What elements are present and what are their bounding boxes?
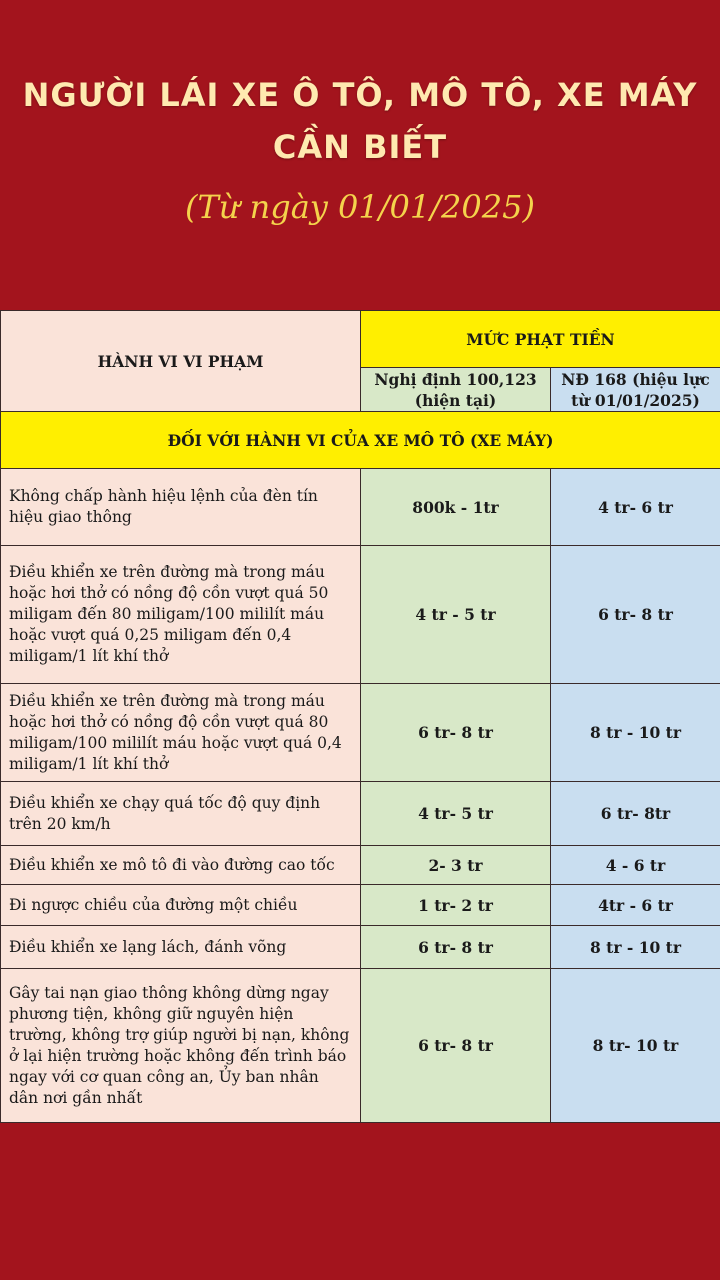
violation-cell: Điều khiển xe mô tô đi vào đường cao tốc <box>1 846 361 885</box>
new-fine-cell: 8 tr - 10 tr <box>551 684 720 782</box>
new-decree-header-line1: NĐ 168 (hiệu lực <box>561 369 710 389</box>
table-row <box>1 469 720 546</box>
table-row <box>1 885 720 926</box>
current-decree-header-line1: Nghị định 100,123 <box>374 369 537 389</box>
current-fine-cell: 800k - 1tr <box>361 469 551 546</box>
table-row <box>1 926 720 969</box>
new-fine-cell: 6 tr- 8tr <box>551 782 720 846</box>
section-header: ĐỐI VỚI HÀNH VI CỦA XE MÔ TÔ (XE MÁY) <box>1 412 720 469</box>
table-row <box>1 969 720 1123</box>
new-fine-cell: 8 tr- 10 tr <box>551 969 720 1123</box>
current-decree-header-line2: (hiện tại) <box>414 390 497 410</box>
violation-column-header: HÀNH VI VI PHẠM <box>1 311 361 412</box>
new-fine-cell: 4 tr- 6 tr <box>551 469 720 546</box>
violation-cell: Gây tai nạn giao thông không dừng ngay phương tiện, không giữ nguyên hiện trường, không trợ giúp người bị nạn, không ở lại hiện trường hoặc không đến trình báo ngay với cơ quan công an, Ủy ban nhân dân nơi gần nhất <box>1 969 361 1123</box>
effective-date-subtitle: (Từ ngày 01/01/2025) <box>185 188 535 226</box>
new-decree-header-line2: từ 01/01/2025) <box>571 390 700 410</box>
page-title-line2: CẦN BIẾT <box>272 128 448 166</box>
new-fine-cell: 4 - 6 tr <box>551 846 720 885</box>
current-fine-cell: 6 tr- 8 tr <box>361 969 551 1123</box>
fine-column-header: MỨC PHẠT TIỀN <box>361 311 720 368</box>
page-title: NGƯỜI LÁI XE Ô TÔ, MÔ TÔ, XE MÁY <box>22 76 698 114</box>
new-decree-header <box>551 368 720 412</box>
current-fine-cell: 4 tr- 5 tr <box>361 782 551 846</box>
new-fine-cell: 4tr - 6 tr <box>551 885 720 926</box>
current-fine-cell: 2- 3 tr <box>361 846 551 885</box>
new-fine-cell: 8 tr - 10 tr <box>551 926 720 969</box>
header <box>0 0 720 308</box>
violation-cell: Điều khiển xe trên đường mà trong máu hoặc hơi thở có nồng độ cồn vượt quá 80 miligam/100 mililít máu hoặc vượt quá 0,4 miligam/1 lít khí thở <box>1 684 361 782</box>
current-decree-header <box>361 368 551 412</box>
violation-cell: Đi ngược chiều của đường một chiều <box>1 885 361 926</box>
current-fine-cell: 1 tr- 2 tr <box>361 885 551 926</box>
violation-cell: Điều khiển xe chạy quá tốc độ quy định trên 20 km/h <box>1 782 361 846</box>
violation-cell: Không chấp hành hiệu lệnh của đèn tín hiệu giao thông <box>1 469 361 546</box>
current-fine-cell: 6 tr- 8 tr <box>361 684 551 782</box>
table-row <box>1 684 720 782</box>
violation-cell: Điều khiển xe trên đường mà trong máu hoặc hơi thở có nồng độ cồn vượt quá 50 miligam đến 80 miligam/100 mililít máu hoặc vượt quá 0,25 miligam đến 0,4 miligam/1 lít khí thở <box>1 546 361 684</box>
current-fine-cell: 6 tr- 8 tr <box>361 926 551 969</box>
new-fine-cell: 6 tr- 8 tr <box>551 546 720 684</box>
table-row <box>1 846 720 885</box>
fines-table <box>0 310 720 1123</box>
table-row <box>1 782 720 846</box>
table-row <box>1 546 720 684</box>
violation-cell: Điều khiển xe lạng lách, đánh võng <box>1 926 361 969</box>
current-fine-cell: 4 tr - 5 tr <box>361 546 551 684</box>
